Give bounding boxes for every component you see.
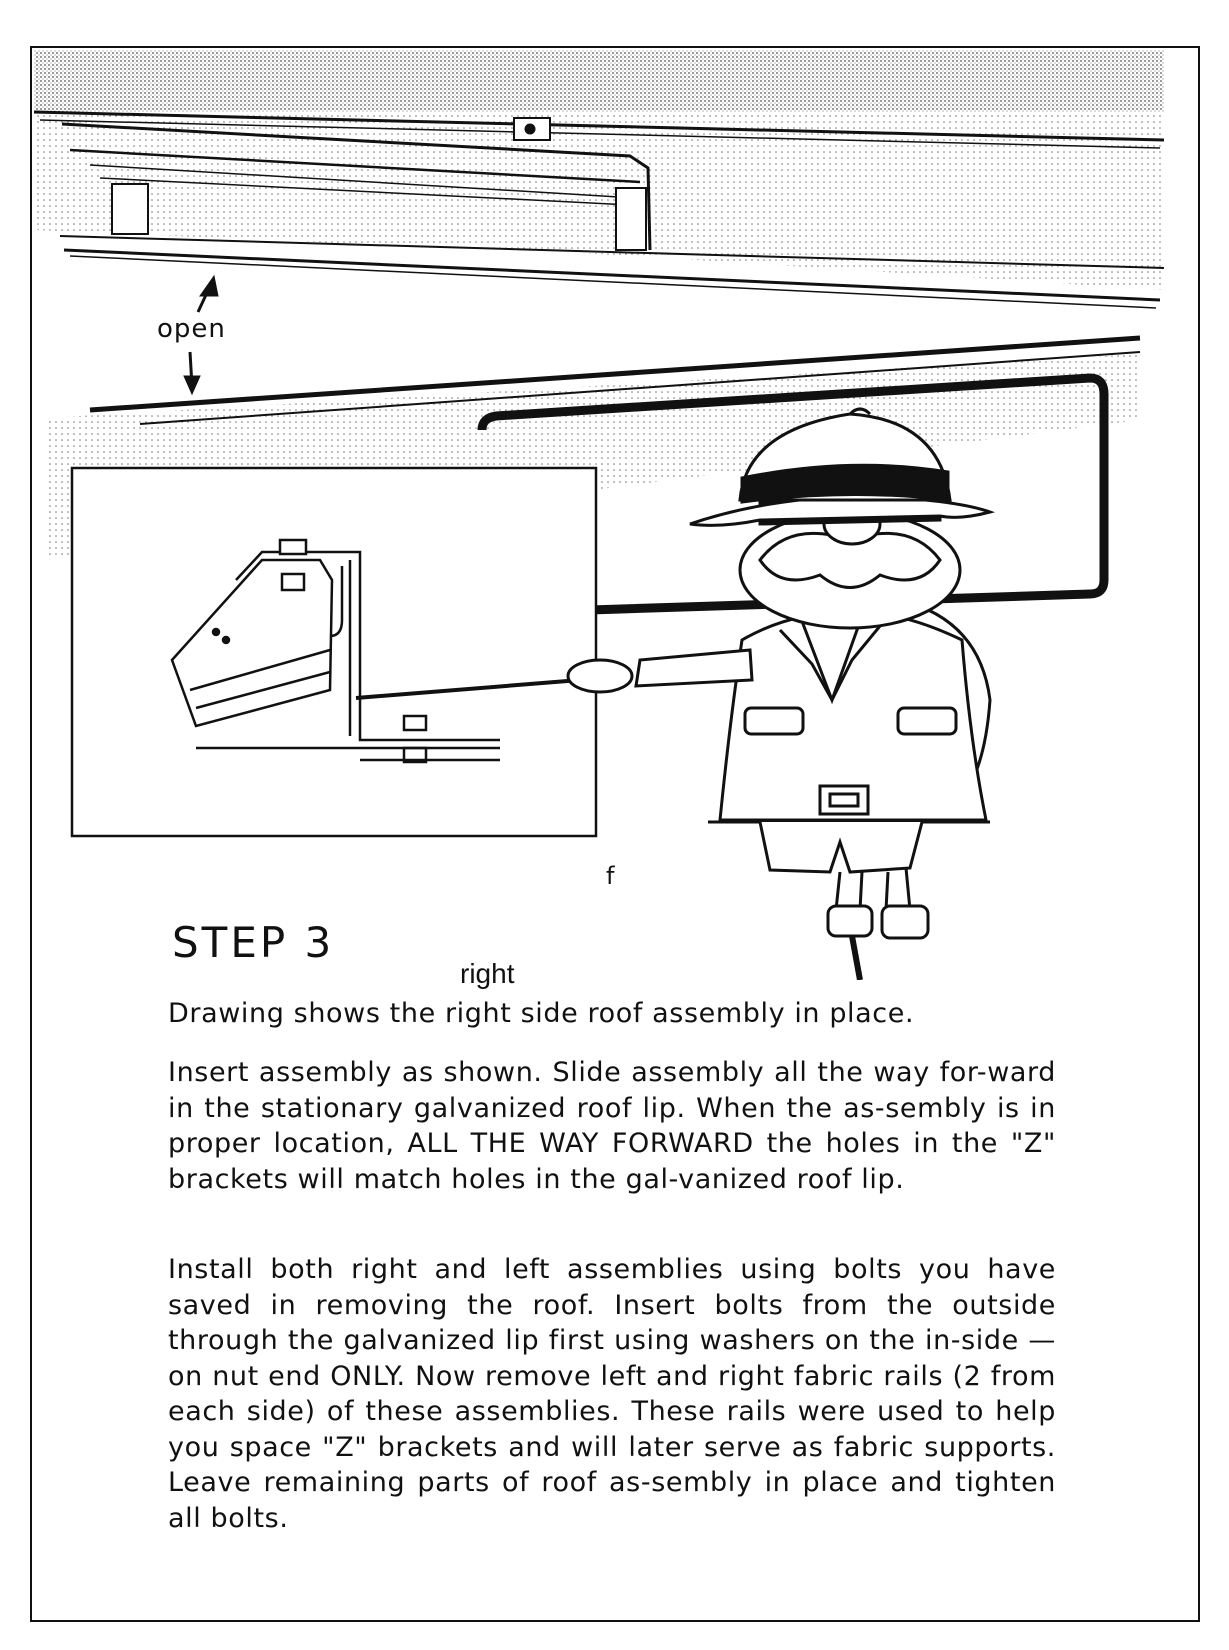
open-label: open bbox=[157, 314, 226, 344]
step-title: STEP 3 bbox=[172, 918, 335, 967]
roof-top-band bbox=[34, 50, 1164, 290]
paragraph-install-assemblies: Install both right and left assemblies using bolts you have saved in removing the roof. Insert bolts from the outside through the galvanized lip first using washers on the in-side — on nut end ONLY. Now remove left and right fabric rails (2 from each side) of these assemblies. These rails were used to help you space "Z" brackets and will later serve as fabric supports. Leave remaining parts of roof as-sembly in place and tighten all bolts. bbox=[168, 1254, 1056, 1534]
inset-detail-drawing bbox=[72, 468, 596, 836]
cartoon-man-with-pointer bbox=[568, 409, 990, 980]
paragraph-insert-assembly: Insert assembly as shown. Slide assembly all the way for-ward in the stationary galvanized roof lip. When the as-sembly is in proper location, ALL THE WAY FORWARD the holes in the "Z" brackets will match holes in the gal-vanized roof lip. bbox=[168, 1057, 1056, 1195]
stray-mark-f: f bbox=[606, 862, 615, 890]
paragraph-intro: Drawing shows the right side roof assembly in place. bbox=[168, 998, 915, 1029]
handwritten-note-right: right bbox=[460, 958, 515, 989]
